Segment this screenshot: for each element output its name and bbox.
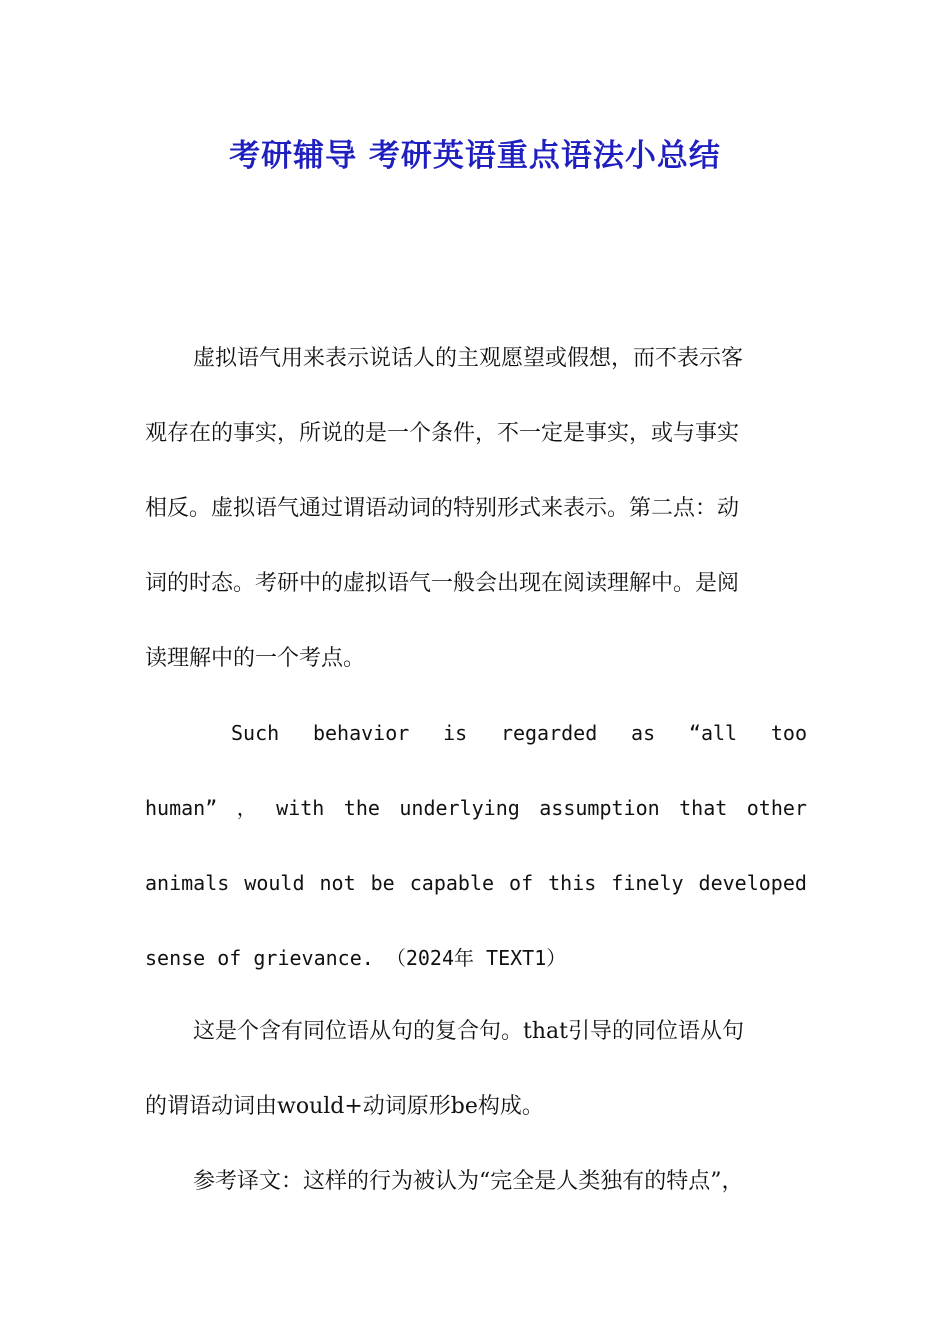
word: Such <box>231 721 280 745</box>
word: be <box>370 871 395 895</box>
word: “all <box>688 721 738 745</box>
word: is <box>443 721 468 745</box>
word: the <box>343 796 380 820</box>
word: too <box>770 721 807 745</box>
word: capable <box>409 871 495 895</box>
word: animals <box>145 871 230 895</box>
word: human” <box>145 796 218 820</box>
paragraph-line <box>145 868 807 898</box>
word: that <box>679 796 728 820</box>
word: this <box>548 871 597 895</box>
paragraph-line: 参考译文：这样的行为被认为“完全是人类独有的特点”， <box>193 1169 744 1194</box>
paragraph-line: 相反。虚拟语气通过谓语动词的特别形式来表示。第二点：动 <box>145 496 740 521</box>
word: behavior <box>312 721 410 745</box>
word: developed <box>698 871 807 895</box>
paragraph-line <box>145 718 807 748</box>
paragraph-line: 观存在的事实，所说的是一个条件，不一定是事实，或与事实 <box>145 421 740 446</box>
word: of <box>509 871 534 895</box>
document-title: 考研辅导 考研英语重点语法小总结 <box>229 138 721 174</box>
word: finely <box>611 871 684 895</box>
paragraph-line: 读理解中的一个考点。 <box>145 646 366 671</box>
word: not <box>319 871 356 895</box>
word: regarded <box>500 721 598 745</box>
word: underlying <box>399 796 520 820</box>
word: ， <box>236 796 257 820</box>
word: would <box>244 871 305 895</box>
paragraph-line: 这是个含有同位语从句的复合句。that引导的同位语从句 <box>193 1019 744 1044</box>
paragraph-line: 虚拟语气用来表示说话人的主观愿望或假想，而不表示客 <box>193 346 744 371</box>
paragraph-line <box>145 793 807 823</box>
paragraph-line: 的谓语动词由would+动词原形be构成。 <box>145 1094 544 1119</box>
paragraph-line: sense of grievance. （2024年 TEXT1） <box>145 946 567 970</box>
word: as <box>631 721 656 745</box>
word: other <box>746 796 807 820</box>
word: with <box>276 796 325 820</box>
word: assumption <box>539 796 660 820</box>
paragraph-line: 词的时态。考研中的虚拟语气一般会出现在阅读理解中。是阅 <box>145 571 740 596</box>
